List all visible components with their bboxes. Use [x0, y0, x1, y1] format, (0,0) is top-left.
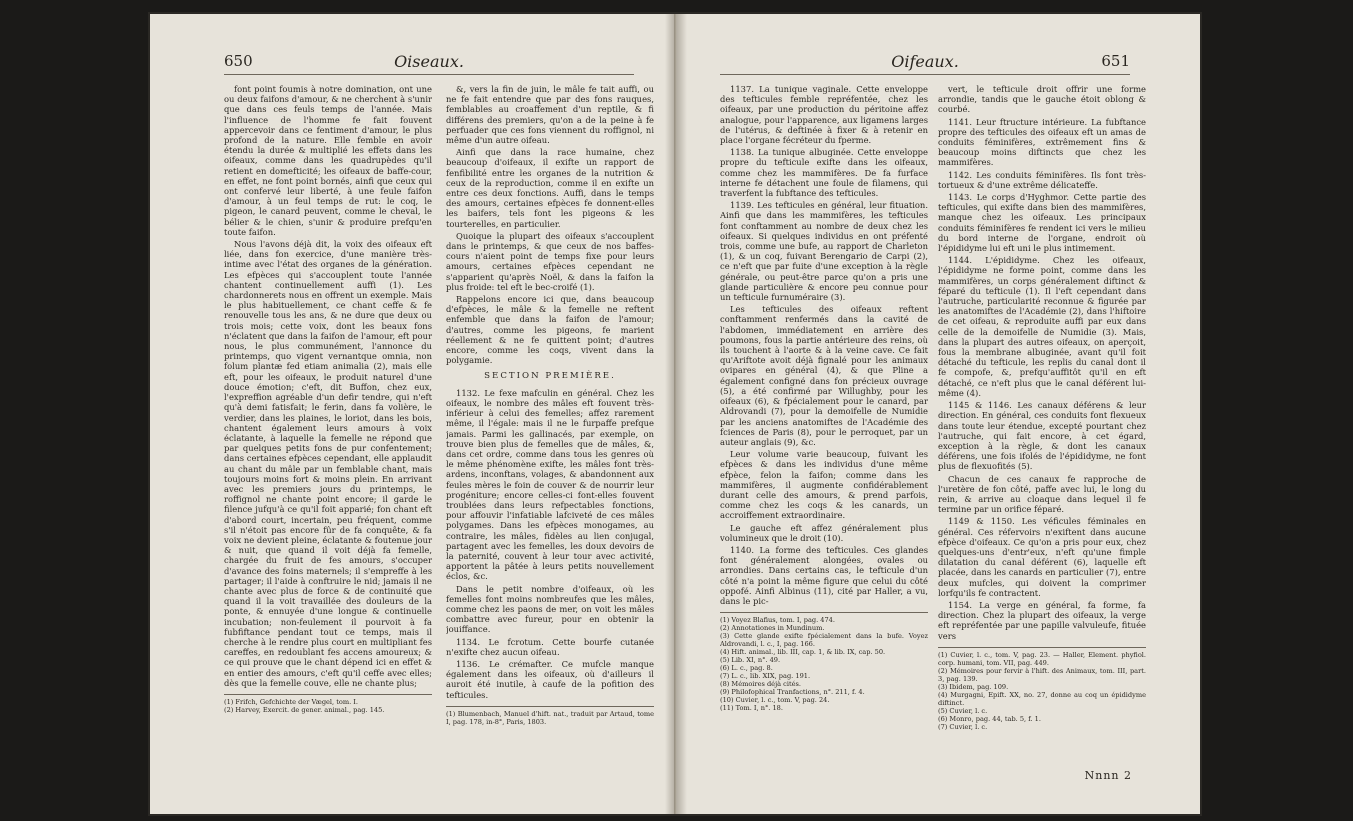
footnote: (2) Harvey, Exercit. de gener. animal., pag. 145.: [224, 705, 385, 714]
footnote: (1) Cuvier, l. c., tom. V, pag. 23. — Haller, Element. phyfiol. corp. humani, tom. VII, pag. 449.: [938, 650, 1146, 667]
footnote: (7) Cuvier, l. c.: [938, 722, 988, 731]
paragraph: 1143. Le corps d'Hyghmor. Cette partie des tefticules, qui exifte dans bien des mammifères, manque chez les oifeaux. Les principaux conduits féminifères fe rendent ici vers le milieu du bord interne de l'organe, endroit où l'épididyme lui eft uni le plus intimement.: [938, 192, 1146, 254]
paragraph: 1140. La forme des tefticules. Ces glandes font généralement alongées, ovales ou arrondies. Dans certains cas, le tefticule d'un côté n'a point la même figure que celui du côté oppofé. Ainfi Albinus (11), cité par Haller, a vu, dans le pic-: [720, 544, 928, 606]
footnote: (3) Cette glande exifte fpécialement dans la bufe. Voyez Aldrovandi, l. c., I, pag. 166.: [720, 632, 928, 649]
running-title: Oiseaux.: [394, 52, 464, 71]
section-heading: SECTION PREMIÈRE.: [484, 371, 616, 382]
footnotes: [446, 706, 654, 726]
paragraph: font point foumis à notre domination, ont une ou deux faifons d'amour, & ne cherchent à s'unir que dans ces feuls temps de l'année. Mais l'influence de l'homme fe fait fouvent appercevoir dans ce fentiment d'amour, le plus profond de la nature. Elle femble en avoir étendu la durée & multiplié les effets dans les oifeaux, comme dans les quadrupèdes qu'il retient en domefticité; les oifeaux de baffe-cour, en effet, ne font point bornés, ainfi que ceux qui ont confervé leur liberté, à une feule faifon d'amour, à un feul temps de rut: le coq, le pigeon, le canard peuvent, comme le cheval, le bélier & le chien, s'unir & produire prefqu'en toute faifon.: [224, 84, 432, 237]
paragraph: 1144. L'épididyme. Chez les oifeaux, l'épididyme ne forme point, comme dans les mammifères, un corps généralement diftinct & féparé du tefticule (1). Il l'eft cependant dans l'autruche, particularité reconnue & figurée par les anatomiftes de l'Académie (2), dans l'hiftoire de cet oifeau, & reproduite auffi par eux dans celle de la demoifelle de Numidie (3). Mais, dans la plupart des autres oifeaux, on aperçoit, fous la membrane albuginée, avant qu'il foit détaché du tefticule, les replis du canal dont il fe compofe, &, prefqu'auffitôt qu'il en eft détaché, ce n'eft plus que le canal déférent lui-même (4).: [938, 255, 1146, 398]
page-number: 651: [1101, 52, 1130, 70]
paragraph: 1137. La tunique vaginale. Cette enveloppe des tefticules femble repréfentée, chez les oifeaux, par une production du péritoine affez analogue, pour l'apparence, aux ligamens larges de l'utérus, & deftinée à fixer & à retenir en place l'organe fécréteur du fperme.: [720, 84, 928, 146]
paragraph: 1139. Les tefticules en général, leur fituation. Ainfi que dans les mammifères, les tefticules font conftamment au nombre de deux chez les oifeaux. Si quelques individus en ont préfenté trois, comme une bufe, au rapport de Charleton (1), & un coq, fuivant Berengario de Carpi (2), ce n'eft que par fuite d'une exception à la règle générale, ou peut-être parce qu'on a pris une glande particulière & encore peu connue pour un tefticule furnuméraire (3).: [720, 200, 928, 303]
left-column-2: [446, 84, 654, 726]
footnote: (8) Mémoires déjà cités.: [720, 680, 801, 689]
right-page: [676, 14, 1200, 814]
book-gutter: [665, 14, 687, 814]
footnote: (6) L. c., pag. 8.: [720, 664, 773, 673]
footnote: (3) Ibidem, pag. 109.: [938, 682, 1009, 691]
footnote: (4) Murgagni, Epift. XX, no. 27, donne au coq un épididyme diftinct.: [938, 690, 1146, 707]
paragraph: Les tefticules des oifeaux reftent conftamment renfermés dans la cavité de l'abdomen, immédiatement en arrière des poumons, fous la partie antérieure des reins, où ils touchent à l'aorte & à la veine cave. Ce fait qu'Ariftote avoit déjà fignalé pour les animaux ovipares en général (4), & que Pline a également configné dans fon précieux ouvrage (5), a été confirmé par Willughby, pour les oifeaux (6), & fpécialement pour le canard, par Aldrovandi (7), pour la demoifelle de Numidie par les anciens anatomiftes de l'Académie des fciences de Paris (8), pour le perroquet, par un auteur anglais (9), &c.: [720, 304, 928, 447]
footnote: (6) Monro, pag. 44, tab. 5, f. 1.: [938, 714, 1041, 723]
paragraph: 1134. Le fcrotum. Cette bourfe cutanée n'exifte chez aucun oifeau.: [446, 636, 654, 657]
right-column-2: [938, 84, 1146, 731]
footnote: (1) Voyez Blafius, tom. I, pag. 474.: [720, 616, 835, 625]
footnote: (2) Mémoires pour fervir à l'hift. des Animaux, tom. III, part. 3, pag. 139.: [938, 666, 1146, 683]
paragraph: 1136. Le crémafter. Ce mufcle manque également dans les oifeaux, où d'ailleurs il auroit été inutile, à caufe de la pofition des tefticules.: [446, 658, 654, 700]
footnote: (1) Frifch, Gefchichte der Vægel, tom. I.: [224, 697, 359, 706]
paragraph: Ainfi que dans la race humaine, chez beaucoup d'oifeaux, il exifte un rapport de fenfibilité entre les organes de la nutrition & ceux de la reproduction, comme il en exifte un entre ces deux fonctions. Auffi, dans le temps des amours, certaines efpèces fe donnent-elles les baifers, tels font les pigeons & les tourterelles, en particulier.: [446, 147, 654, 229]
footnote: (5) Cuvier, l. c.: [938, 706, 988, 715]
paragraph: Dans le petit nombre d'oifeaux, où les femelles font moins nombreufes que les mâles, comme chez les paons de mer, on voit les mâles combattre avec fureur, pour en obtenir la jouiffance.: [446, 583, 654, 635]
paragraph: Le gauche eft affez généralement plus volumineux que le droit (10).: [720, 522, 928, 543]
paragraph: vert, le tefticule droit offrir une forme arrondie, tandis que le gauche étoit oblong & courbé.: [938, 84, 1146, 115]
running-title: Oifeaux.: [891, 52, 959, 71]
left-page-header: [224, 52, 634, 75]
paragraph: 1149 & 1150. Les véficules féminales en général. Ces réfervoirs n'exiftent dans aucune efpèce d'oifeaux. Ce qu'on a pris pour eux, chez quelques-uns d'entr'eux, n'eft qu'une fimple dilatation du canal déférent (6), laquelle eft placée, dans les canards en particulier (7), entre deux mufcles, qui doivent la comprimer lorfqu'ils fe contractent.: [938, 516, 1146, 598]
open-book: [150, 14, 1200, 814]
footnote: (10) Cuvier, l. c., tom. V, pag. 24.: [720, 696, 830, 705]
page-number: 650: [224, 52, 253, 70]
left-page: [150, 14, 675, 814]
paragraph: Chacun de ces canaux fe rapproche de l'uretère de fon côté, paffe avec lui, le long du rein, & arrive au cloaque dans lequel il fe termine par un orifice féparé.: [938, 473, 1146, 515]
paragraph: Leur volume varie beaucoup, fuivant les efpèces & dans les individus d'une même efpèce, felon la faifon; comme dans les mammifères, il augmente confidérablement durant celle des amours, & prend parfois, comme chez les coqs & les canards, un accroiffement extraordinaire.: [720, 449, 928, 521]
right-column-1: [720, 84, 928, 712]
footnotes: [720, 612, 928, 712]
paragraph: 1154. La verge en général, fa forme, fa direction. Chez la plupart des oifeaux, la verge eft repréfentée par une papille valvuleufe, fituée vers: [938, 599, 1146, 641]
footnote: (7) L. c., lib. XIX, pag. 191.: [720, 672, 811, 681]
paragraph: 1132. Le fexe mafculin en général. Chez les oifeaux, le nombre des mâles eft fouvent très-inférieur à celui des femelles; affez rarement même, il l'égale: mais il ne le furpaffe prefque jamais. Parmi les gallinacés, par exemple, on trouve bien plus de femelles que de mâles, &, dans cet ordre, comme dans tous les genres où le même phénomène exifte, les mâles font très-ardens, inconftans, volages, & abandonnent aux feules mères le foin de couver & de nourrir leur progéniture; encore celles-ci font-elles fouvent troublées dans leurs refpectables fonctions, pour affouvir l'infatiable lafciveté de ces mâles polygames. Dans les efpèces monogames, au contraire, les mâles, fidèles au lien conjugal, partagent avec les femelles, les doux devoirs de la paternité, couvent à leur tour avec activité, apportent la pâtée à leurs petits nouvellement éclos, &c.: [446, 387, 654, 582]
footnotes: [224, 694, 432, 714]
paragraph: 1138. La tunique albuginée. Cette enveloppe propre du tefticule exifte dans les oifeaux, comme chez les mammifères. De fa furface interne fe détachent une foule de filamens, qui traverfent la fubftance des tefticules.: [720, 147, 928, 199]
left-column-1: [224, 84, 432, 714]
footnote: (4) Hift. animal., lib. III, cap. 1, & lib. IX, cap. 50.: [720, 648, 886, 657]
right-page-header: [720, 52, 1130, 75]
footnote: (9) Philofophical Tranfactions, n°. 211, f. 4.: [720, 688, 865, 697]
signature-mark: Nnnn 2: [1084, 769, 1132, 782]
paragraph: Rappelons encore ici que, dans beaucoup d'efpèces, le mâle & la femelle ne reftent enfemble que dans la faifon de l'amour; d'autres, comme les pigeons, fe marient réellement & ne fe quittent point; d'autres encore, comme les coqs, vivent dans la polygamie.: [446, 294, 654, 366]
paragraph: Quoique la plupart des oifeaux s'accouplent dans le printemps, & que ceux de nos baffes-cours n'aient point de temps fixe pour leurs amours, certaines efpèces cependant ne s'apparient qu'après Noël, & dans la faifon la plus froide: tel eft le bec-croifé (1).: [446, 230, 654, 292]
footnote: (5) Lib. XI, n°. 49.: [720, 656, 781, 665]
paragraph: 1142. Les conduits féminifères. Ils font très-tortueux & d'une extrême délicateffe.: [938, 169, 1146, 190]
paragraph: 1141. Leur ftructure intérieure. La fubftance propre des tefticules des oifeaux eft un amas de conduits féminifères, extrêmement fins & beaucoup moins diftincts que chez les mammifères.: [938, 116, 1146, 168]
paragraph: 1145 & 1146. Les canaux déférens & leur direction. En général, ces conduits font flexueux dans toute leur étendue, excepté pourtant chez l'autruche, qui fait encore, à cet égard, exception à la règle, & dont les canaux déférens, une fois ifolés de l'épididyme, ne font plus de flexuofités (5).: [938, 400, 1146, 472]
footnotes: [938, 647, 1146, 731]
paragraph: &, vers la fin de juin, le mâle fe tait auffi, ou ne fe fait entendre que par des fons rauques, femblables au croaffement d'un reptile, & fi différens des premiers, qu'on a de la peine à fe perfuader que ces fons viennent du roffignol, ni même d'un autre oifeau.: [446, 84, 654, 146]
footnote: (11) Tom. I, n°. 18.: [720, 704, 783, 713]
footnote: (1) Blumenbach, Manuel d'hift. nat., traduit par Artaud, tome I, pag. 178, in-8°, Paris, 1803.: [446, 709, 654, 726]
footnote: (2) Annotationes in Mundinum.: [720, 624, 825, 633]
paragraph: Nous l'avons déjà dit, la voix des oifeaux eft liée, dans fon exercice, d'une manière très-intime avec l'état des organes de la génération. Les efpèces qui s'accouplent toute l'année chantent continuellement auffi (1). Les chardonnerets nous en offrent un exemple. Mais le plus habituellement, ce chant ceffe & fe renouvelle tous les ans, & ne dure que deux ou trois mois; cette voix, dont les beaux fons n'éclatent que dans la faifon de l'amour, eft pour nous, le plus communément, l'annonce du printemps, quo vigent vernantque omnia, non folum plantæ fed etiam animalia (2), mais elle eft, pour les oifeaux, le produit naturel d'une douce émotion; c'eft, dit Buffon, chez eux, l'expreffion agréable d'un defir tendre, qui n'eft qu'à demi fatisfait; le ferin, dans fa volière, le verdier, dans les plaines, le loriot, dans les bois, chantent également leurs amours à voix éclatante, à laquelle la femelle ne répond que par quelques petits fons de pur confentement; dans certaines efpèces cependant, elle applaudit au chant du mâle par un femblable chant, mais toujours moins fort & moins plein. En arrivant avec les premiers jours du printemps, le roffignol ne chante point encore; il garde le filence jufqu'à ce qu'il foit apparié; fon chant eft d'abord court, incertain, peu fréquent, comme s'il n'étoit pas encore fûr de fa conquête, & fa voix ne devient pleine, éclatante & foutenue jour & nuit, que quand il voit déjà fa femelle, chargée du fruit de fes amours, s'occuper d'avance des foins maternels; il s'empreffe à les partager; il l'aide à conftruire le nid; jamais il ne chante avec plus de force & de continuité que quand il la voit travaillée des douleurs de la ponte, & ennuyée d'une longue & continuelle incubation; non-feulement il pourvoit à fa fubfiftance pendant tout ce temps, mais il cherche à le rendre plus court en multipliant fes careffes, en redoublant fes accens amoureux; & ce qui prouve que le chant dépend ici en effet & en entier des amours, c'eft qu'il ceffe avec elles; dès que la femelle couve, elle ne chante plus;: [224, 239, 432, 688]
